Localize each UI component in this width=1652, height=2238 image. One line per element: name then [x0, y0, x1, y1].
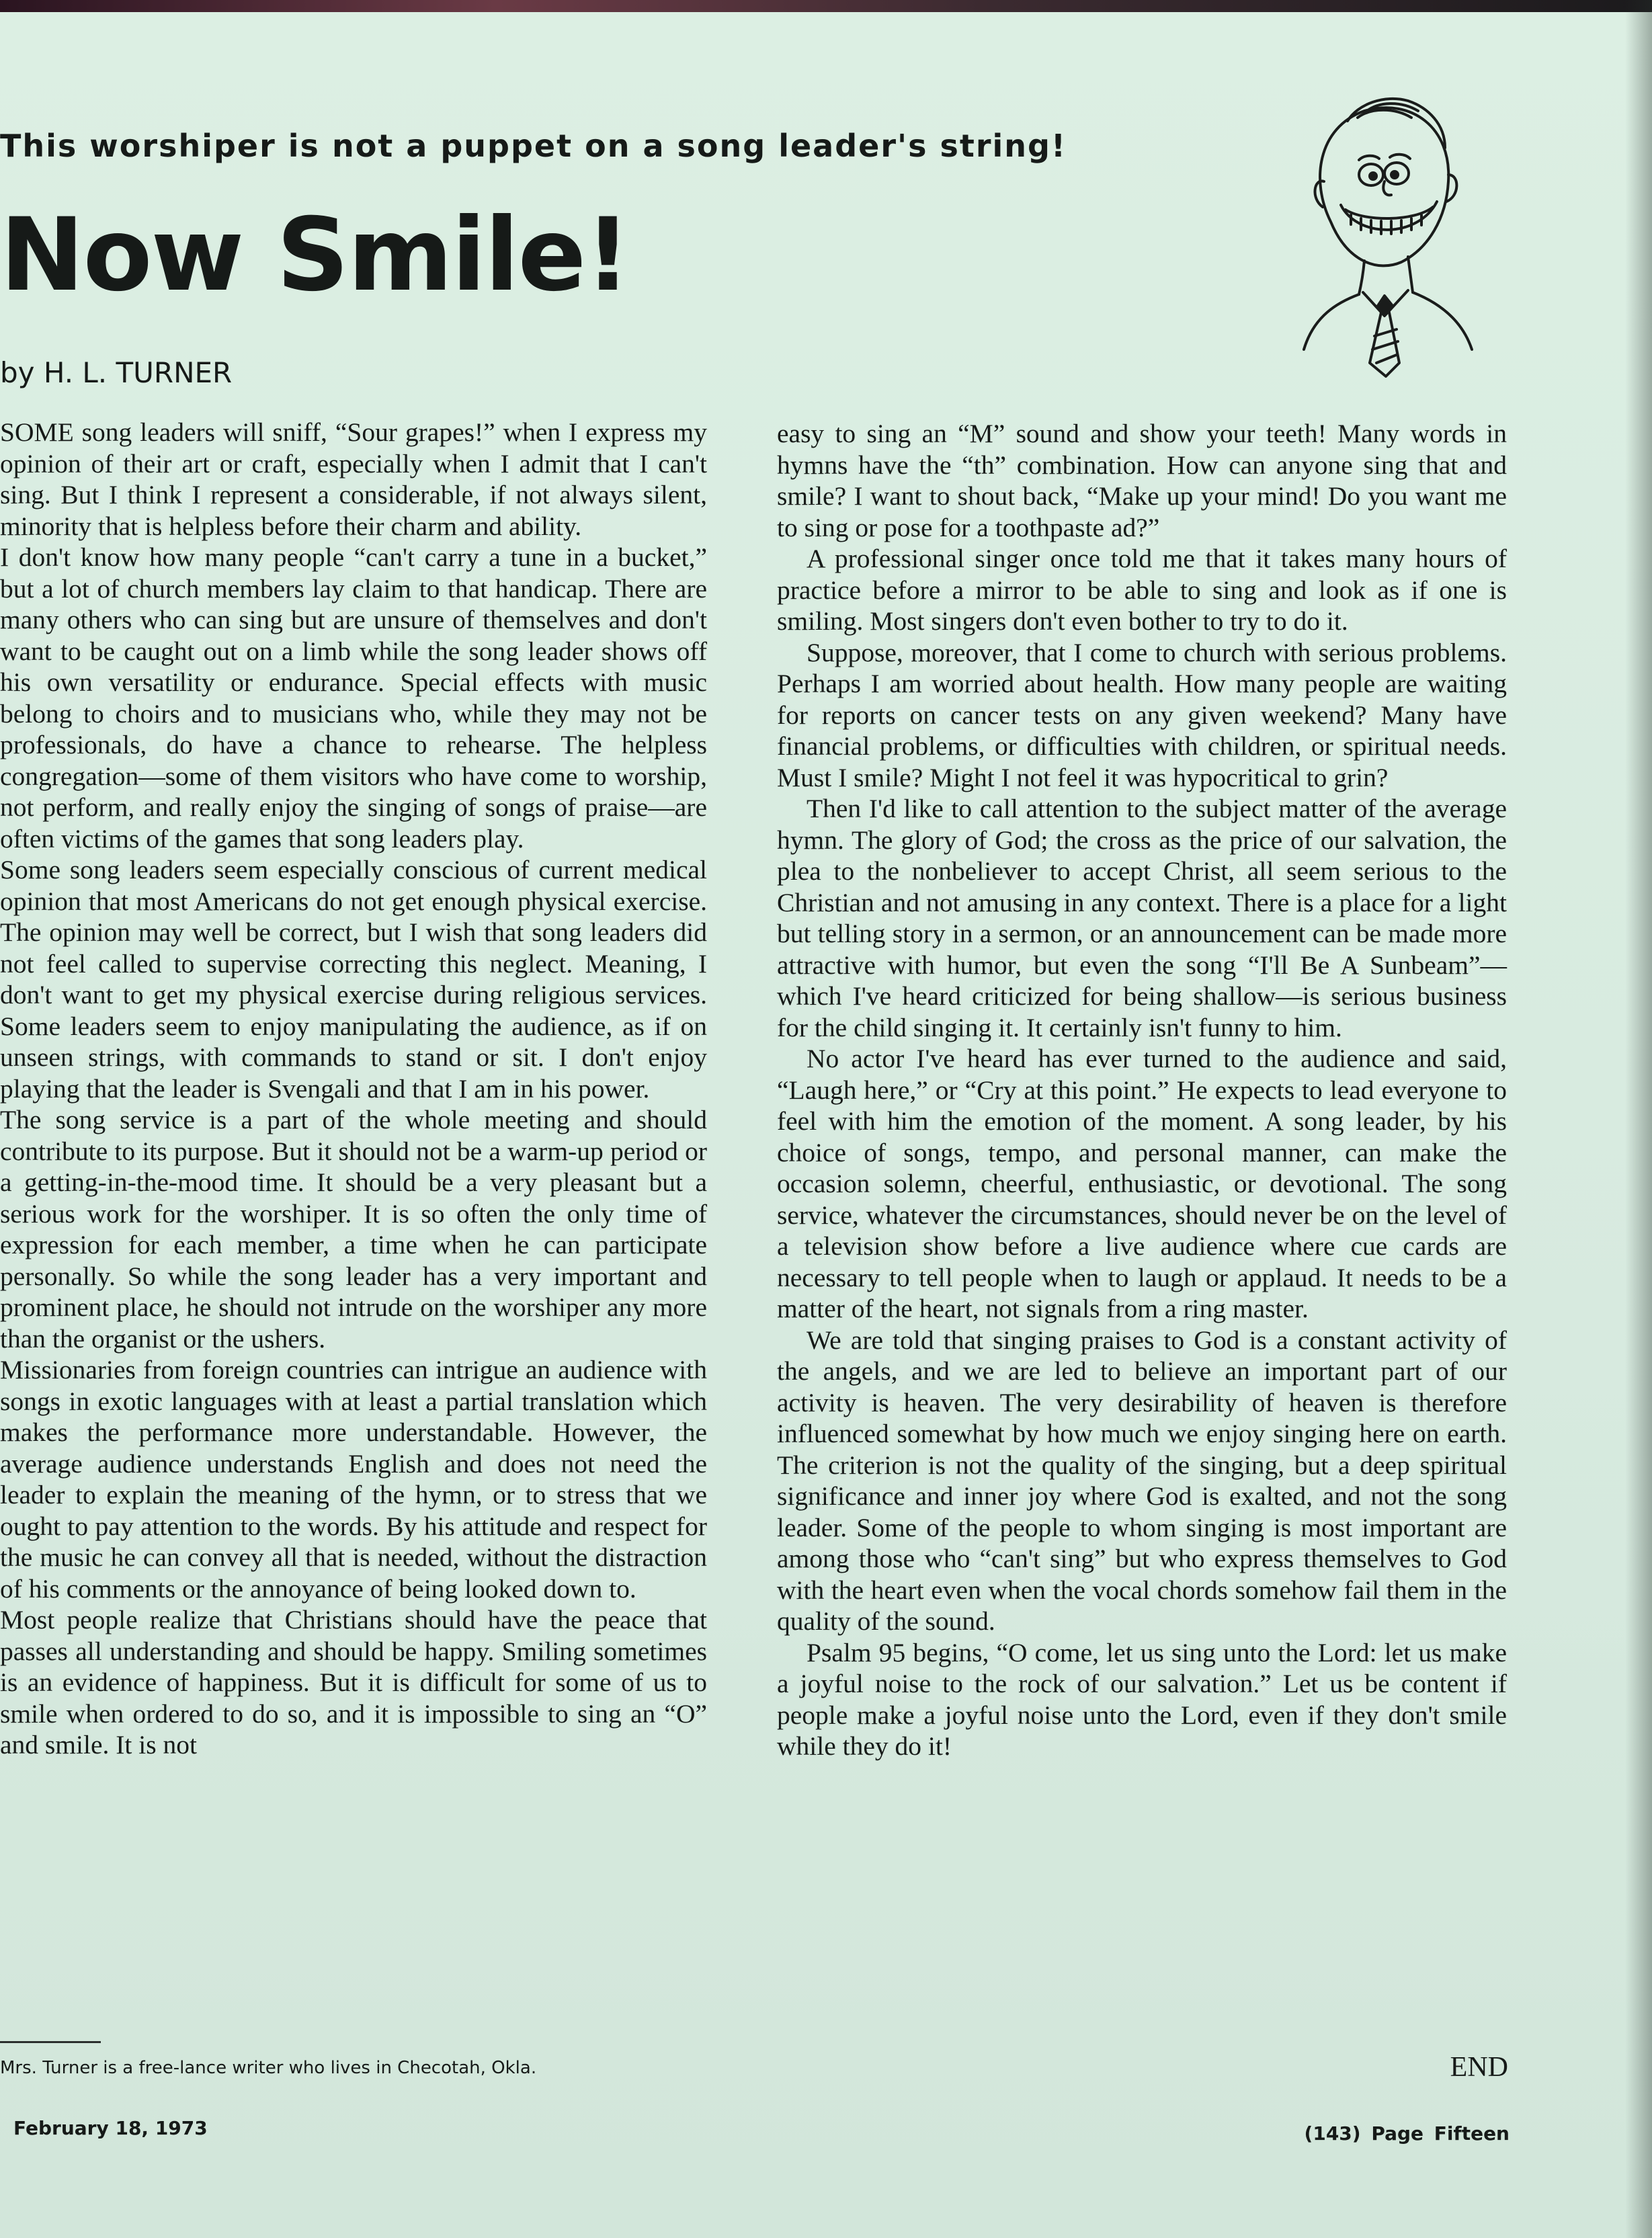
smiling-man-illustration [1284, 81, 1485, 417]
binding-shadow [1625, 0, 1652, 2238]
article-paragraph: Psalm 95 begins, “O come, let us sing unto the Lord: let us make a joyful noise to the rock of our salvation.” Let us be content if people make a joyful noise unto the Lord, even if they don't smile while they do it! [777, 1637, 1507, 1761]
article-paragraph: No actor I've heard has ever turned to the audience and said, “Laugh here,” or “Cry at this point.” He expects to lead everyone to feel with him the emotion of the moment. A song leader, by his choice of songs, tempo, and personal manner, can make the occasion solemn, cheerful, enthusiastic, or devotional. The song service, whatever the circumstances, should never be on the level of a television show before a live audience where cue cards are necessary to tell people when to laugh or applaud. It needs to be a matter of the heart, not signals from a ring master. [777, 1044, 1507, 1323]
article-byline: by H. L. TURNER [0, 356, 233, 389]
page-number: (143) Page Fifteen [1304, 2122, 1510, 2145]
article-paragraph: A professional singer once told me that it takes many hours of practice before a mirror to be able to sing and look as if one is smiling. Most singers don't even bother to try to do it. [777, 544, 1507, 636]
article-column-left [0, 417, 707, 2030]
footnote-rule [0, 2041, 101, 2043]
article-paragraph: Missionaries from foreign countries can intrigue an audience with songs in exotic languages with at least a partial translation which makes the performance more understandable. However, the average audience understands English and does not need the leader to explain the meaning of the hymn, or to stress that we ought to pay attention to the words. By his attitude and respect for the music he can convey all that is needed, without the distraction of his comments or the annoyance of being looked down to. [0, 1355, 707, 1604]
author-footnote: Mrs. Turner is a free-lance writer who lives in Checotah, Okla. [0, 2058, 537, 2078]
article-paragraph: easy to sing an “M” sound and show your teeth! Many words in hymns have the “th” combination. How can anyone sing that and smile? I want to shout back, “Make up your mind! Do you want me to sing or pose for a toothpaste ad?” [777, 419, 1507, 542]
article-column-right [777, 418, 1507, 2078]
article-paragraph: Then I'd like to call attention to the subject matter of the average hymn. The glory of God; the cross as the price of our salvation, the plea to the nonbeliever to accept Christ, all seem serious to the Christian and not amusing in any context. There is a place for a light but telling story in a sermon, or an announcement can be made more attractive with humor, but even the song “I'll Be A Sunbeam”—which I've heard criticized for being shallow—is serious business for the child singing it. It certainly isn't funny to him. [777, 794, 1507, 1042]
page-top-edge [0, 0, 1652, 12]
article-kicker: This worshiper is not a puppet on a song leader's string! [0, 128, 1067, 164]
article-title: Now Smile! [0, 197, 630, 314]
end-mark: END [1450, 2052, 1508, 2083]
issue-date: February 18, 1973 [13, 2117, 208, 2139]
article-paragraph: The song service is a part of the whole meeting and should contribute to its purpose. But it should not be a warm-up period or a getting-in-the-mood time. It should be a very pleasant but a serious work for the worshiper. It is so often the only time of expression for each member, a time when he can participate personally. So while the song leader has a very important and prominent place, he should not intrude on the worshiper any more than the organist or the ushers. [0, 1105, 707, 1354]
article-paragraph: I don't know how many people “can't carry a tune in a bucket,” but a lot of church members lay claim to that handicap. There are many others who can sing but are unsure of themselves and don't want to be caught out on a limb while the song leader shows off his own versatility or endurance. Special effects with music belong to choirs and to musicians who, while they may not be professionals, do have a chance to rehearse. The helpless congregation—some of them visitors who have come to worship, not perform, and really enjoy the singing of songs of praise—are often victims of the games that song leaders play. [0, 542, 707, 854]
article-paragraph: SOME song leaders will sniff, “Sour grapes!” when I express my opinion of their art or craft, especially when I admit that I can't sing. But I think I represent a considerable, if not always silent, minority that is helpless before their charm and ability. [0, 417, 707, 541]
article-paragraph: Some song leaders seem especially conscious of current medical opinion that most Americans do not get enough physical exercise. The opinion may well be correct, but I wish that song leaders did not feel called to supervise correcting this neglect. Meaning, I don't want to get my physical exercise during religious services. Some leaders seem to enjoy manipulating the audience, as if on unseen strings, with commands to stand or sit. I don't enjoy playing that the leader is Svengali and that I am in his power. [0, 855, 707, 1104]
article-paragraph: Suppose, moreover, that I come to church with serious problems. Perhaps I am worried about health. How many people are waiting for reports on cancer tests on any given weekend? Many have financial problems, or difficulties with children, or spiritual needs. Must I smile? Might I not feel it was hypocritical to grin? [777, 637, 1507, 792]
article-paragraph: Most people realize that Christians should have the peace that passes all understanding and should be happy. Smiling sometimes is an evidence of happiness. But it is difficult for some of us to smile when ordered to do so, and it is impossible to sing an “O” and smile. It is not [0, 1605, 707, 1759]
article-paragraph: We are told that singing praises to God is a constant activity of the angels, and we are led to believe an important part of our activity is heaven. The very desirability of heaven is therefore influenced somewhat by how much we enjoy singing here on earth. The criterion is not the quality of the singing, but a deep spiritual significance and inner joy where God is exalted, and not the song leader. Some of the people to whom singing is most important are among those who “can't sing” but who express themselves to God with the heart even when the vocal chords somehow fail them in the quality of the sound. [777, 1325, 1507, 1636]
